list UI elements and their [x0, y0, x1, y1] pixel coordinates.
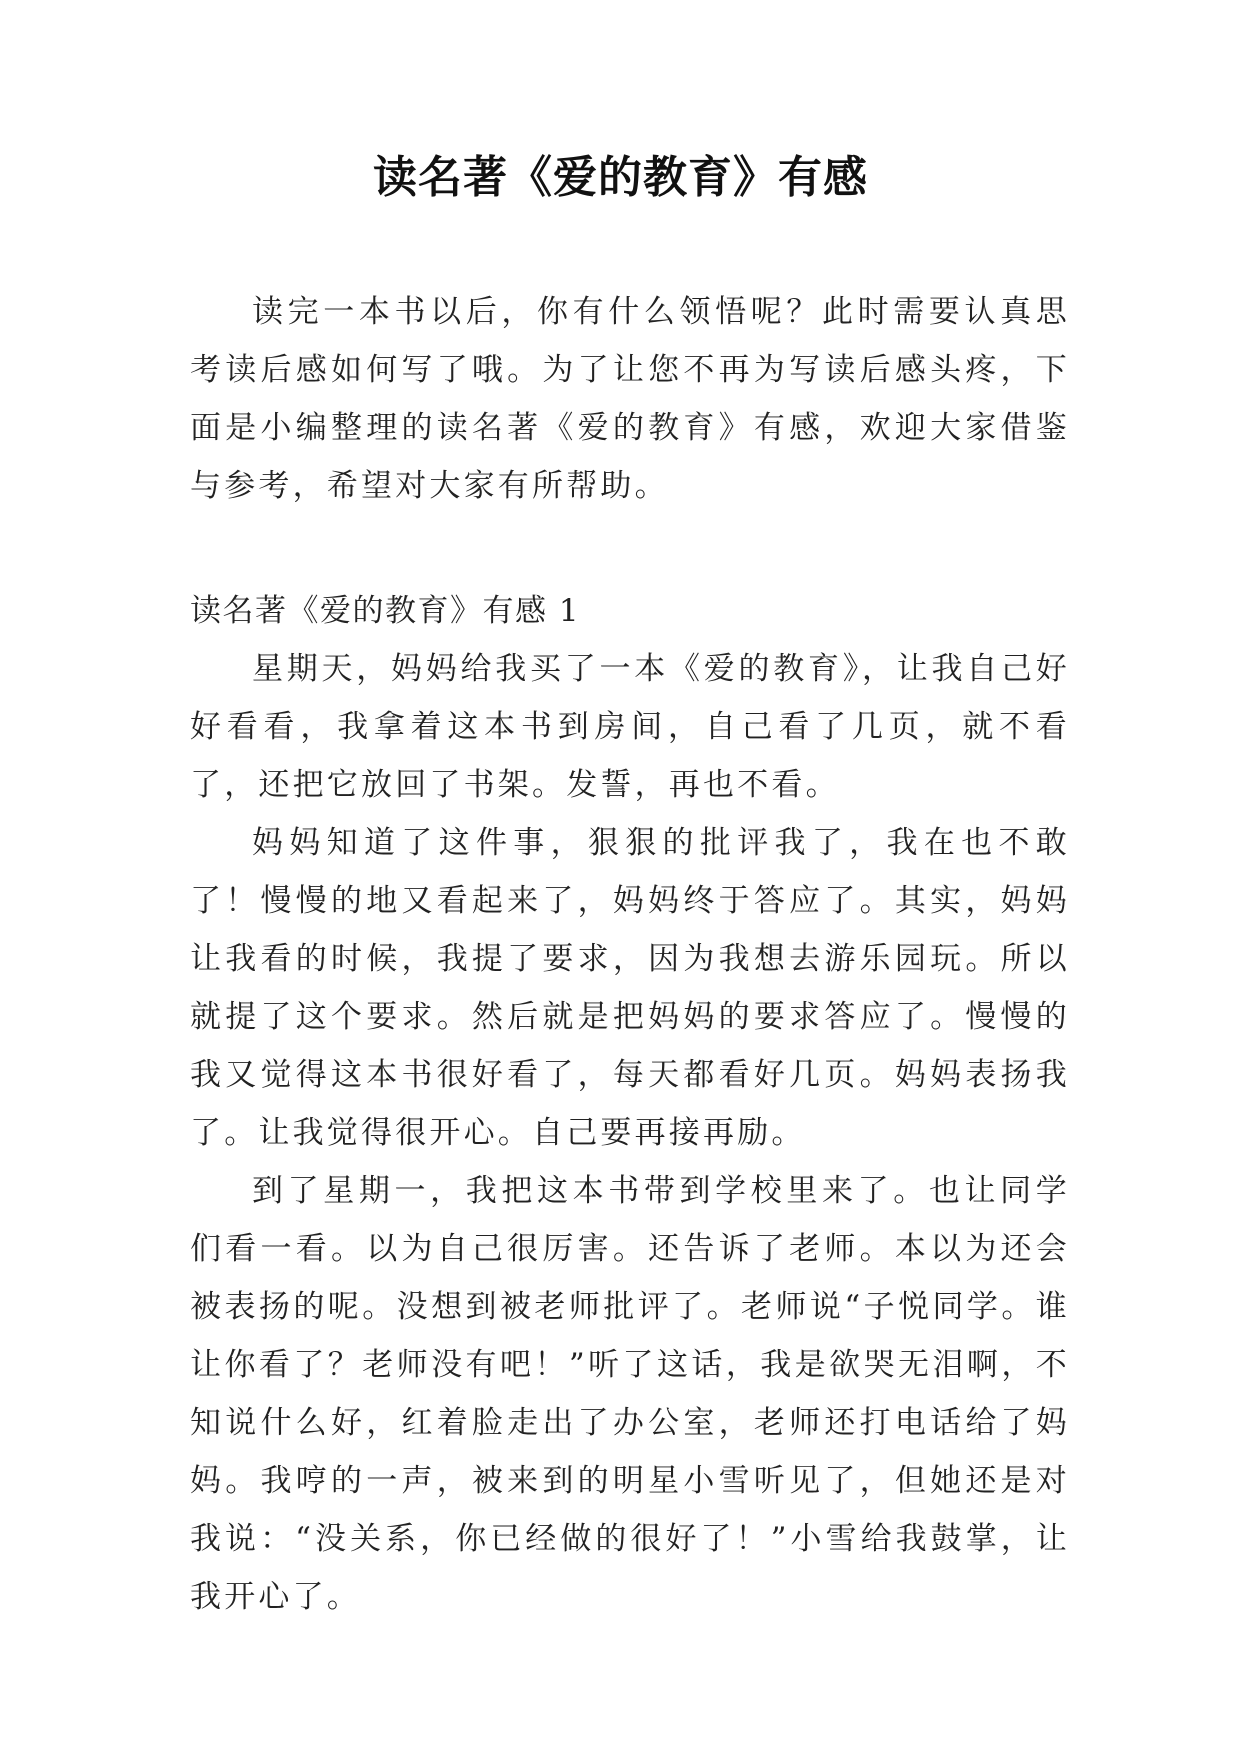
- intro-paragraph: 读完一本书以后，你有什么领悟呢？此时需要认真思考读后感如何写了哦。为了让您不再为写读后感头疼，下面是小编整理的读名著《爱的教育》有感，欢迎大家借鉴与参考，希望对大家有所帮助。: [190, 294, 1070, 504]
- document-body: [190, 283, 1070, 1626]
- body-paragraph-1: 星期天，妈妈给我买了一本《爱的教育》，让我自己好好看看，我拿着这本书到房间，自己看了几页，就不看了，还把它放回了书架。发誓，再也不看。: [190, 651, 1070, 803]
- document-title: 读名著《爱的教育》有感: [373, 152, 868, 203]
- section-heading: 读名著《爱的教育》有感 1: [190, 593, 581, 629]
- body-paragraph-3: 到了星期一，我把这本书带到学校里来了。也让同学们看一看。以为自己很厉害。还告诉了老师。本以为还会被表扬的呢。没想到被老师批评了。老师说“子悦同学。谁让你看了？老师没有吧！”听了这话，我是欲哭无泪啊，不知说什么好，红着脸走出了办公室，老师还打电话给了妈妈。我哼的一声，被来到的明星小雪听见了，但她还是对我说：“没关系，你已经做的很好了！”小雪给我鼓掌，让我开心了。: [190, 1173, 1070, 1615]
- body-paragraph-2: 妈妈知道了这件事，狠狠的批评我了，我在也不敢了！慢慢的地又看起来了，妈妈终于答应了。其实，妈妈让我看的时候，我提了要求，因为我想去游乐园玩。所以就提了这个要求。然后就是把妈妈的要求答应了。慢慢的我又觉得这本书很好看了，每天都看好几页。妈妈表扬我了。让我觉得很开心。自己要再接再励。: [190, 825, 1070, 1151]
